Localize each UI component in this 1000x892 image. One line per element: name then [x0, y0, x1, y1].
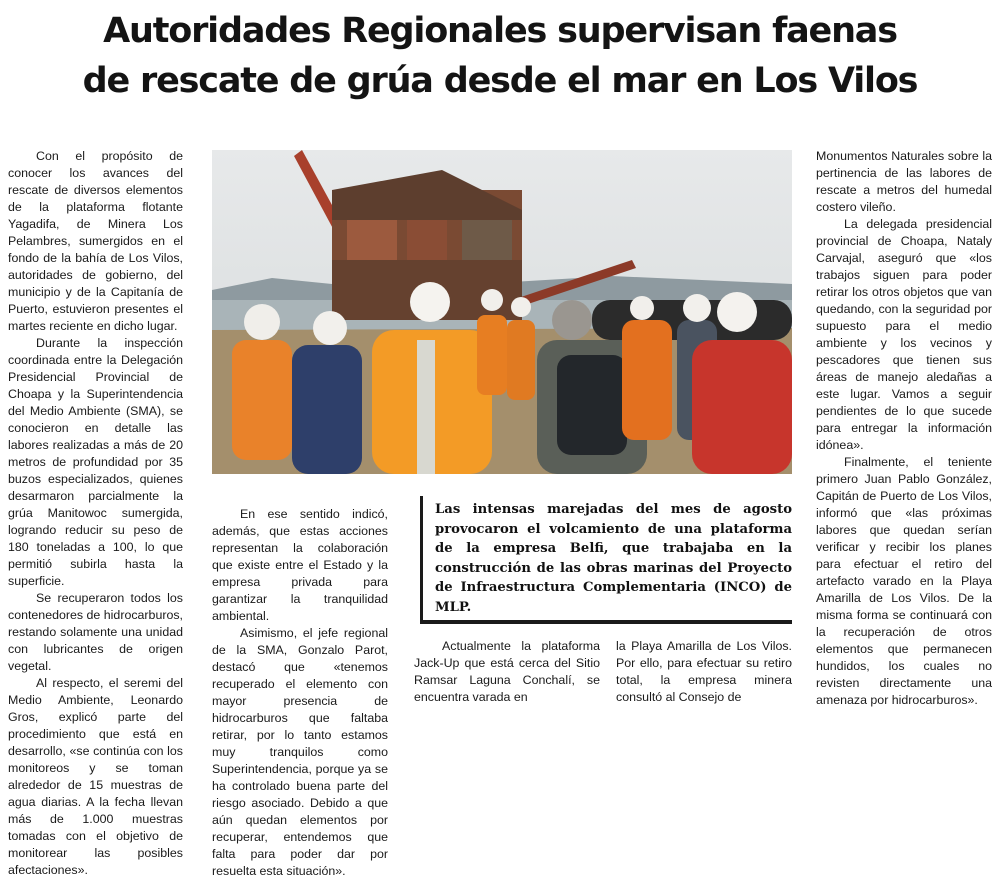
paragraph: Monumentos Naturales sobre la pertinencia de las labores de rescate a metros del humedal costero vileño. — [816, 149, 992, 214]
paragraph: Al respecto, el seremi del Medio Ambiente, Leonardo Gros, explicó parte del procedimiento que está en desarrollo, «se continúa con los monitoreos y se toman alrededor de 15 muestras de agua diarias. A la fecha llevan más de 1.000 muestras tomadas con el objetivo de monitorear las posibles afectaciones». — [8, 676, 183, 877]
article-column-5 — [816, 148, 992, 709]
article-column-2 — [212, 506, 388, 880]
photo-caption — [420, 496, 792, 624]
headline-line-2: de rescate de grúa desde el mar en Los Vilos — [82, 61, 918, 101]
paragraph: Se recuperaron todos los contenedores de hidrocarburos, restando solamente una unidad con lubricantes de origen vegetal. — [8, 591, 183, 673]
paragraph: En ese sentido indicó, además, que estas acciones representan la colaboración que existe entre el Estado y la empresa privada para garantizar la tranquilidad ambiental. — [212, 507, 388, 623]
article-column-1 — [8, 148, 183, 879]
paragraph: la Playa Amarilla de Los Vilos. Por ello, para efectuar su retiro total, la empresa minera consultó al Consejo de — [616, 639, 792, 704]
news-photo — [212, 150, 792, 474]
paragraph: Asimismo, el jefe regional de la SMA, Gonzalo Parot, destacó que «tenemos recuperado el elemento con mayor presencia de hidrocarburos que faltaba retirar, por lo tanto estamos muy tranquilos como Superintendencia, porque ya se ha controlado buena parte del riesgo asociado. Debido a que aún quedan elementos por recuperar, entendemos que falta para poder dar por resuelta esta situación». — [212, 626, 388, 878]
caption-text: Las intensas marejadas del mes de agosto provocaron el volcamiento de una plataforma de la empresa Belfi, que trabajaba en la construcción de las obras marinas del Proyecto de Infraestructura Complementaria (INCO) de MLP. — [435, 502, 792, 615]
article-column-4 — [616, 638, 792, 706]
photo-illustration — [212, 150, 792, 474]
paragraph: Finalmente, el teniente primero Juan Pablo González, Capitán de Puerto de Los Vilos, informó que «las próximas labores que quedan serían verificar y recibir los planes para efectuar el retiro del artefacto varado en la Playa Amarilla de Los Vilos. De la misma forma se continuará con la recuperación de otros elementos que permanecen hundidos, los cuales no revisten directamente una amenaza por hidrocarburos». — [816, 455, 992, 707]
paragraph: Actualmente la plataforma Jack-Up que está cerca del Sitio Ramsar Laguna Conchalí, se encuentra varada en — [414, 639, 600, 704]
paragraph: Durante la inspección coordinada entre la Delegación Presidencial Provincial de Choapa y la Superintendencia del Medio Ambiente (SMA), se conocieron en detalle las labores realizadas a más de 20 metros de profundidad por 35 buzos especializados, quienes desarmaron parcialmente la grúa Manitowoc sumergida, logrando reducir su peso de 180 toneladas a 100, lo que permitió subirla hasta la superficie. — [8, 336, 183, 588]
article-column-3 — [414, 638, 600, 706]
paragraph: La delegada presidencial provincial de Choapa, Nataly Carvajal, aseguró que «los trabajos siguen para poder retirar los otros objetos que van quedando, con la seguridad por supuesto para el medio ambiente y los vecinos y pescadores que tienen sus áreas de manejo aledañas a este lugar. Vamos a seguir pendientes de lo que sucede para entregar la información idónea». — [816, 217, 992, 452]
headline-line-1: Autoridades Regionales supervisan faenas — [103, 11, 897, 51]
paragraph: Con el propósito de conocer los avances del rescate de diversos elementos de la plataforma flotante Yagadifa, de Minera Los Pelambres, sumergidos en el fondo de la bahía de Los Vilos, autoridades de gobierno, del municipio y de la Capitanía de Puerto, estuvieron presentes el martes reciente en dicho lugar. — [8, 149, 183, 333]
headline — [0, 6, 1000, 106]
